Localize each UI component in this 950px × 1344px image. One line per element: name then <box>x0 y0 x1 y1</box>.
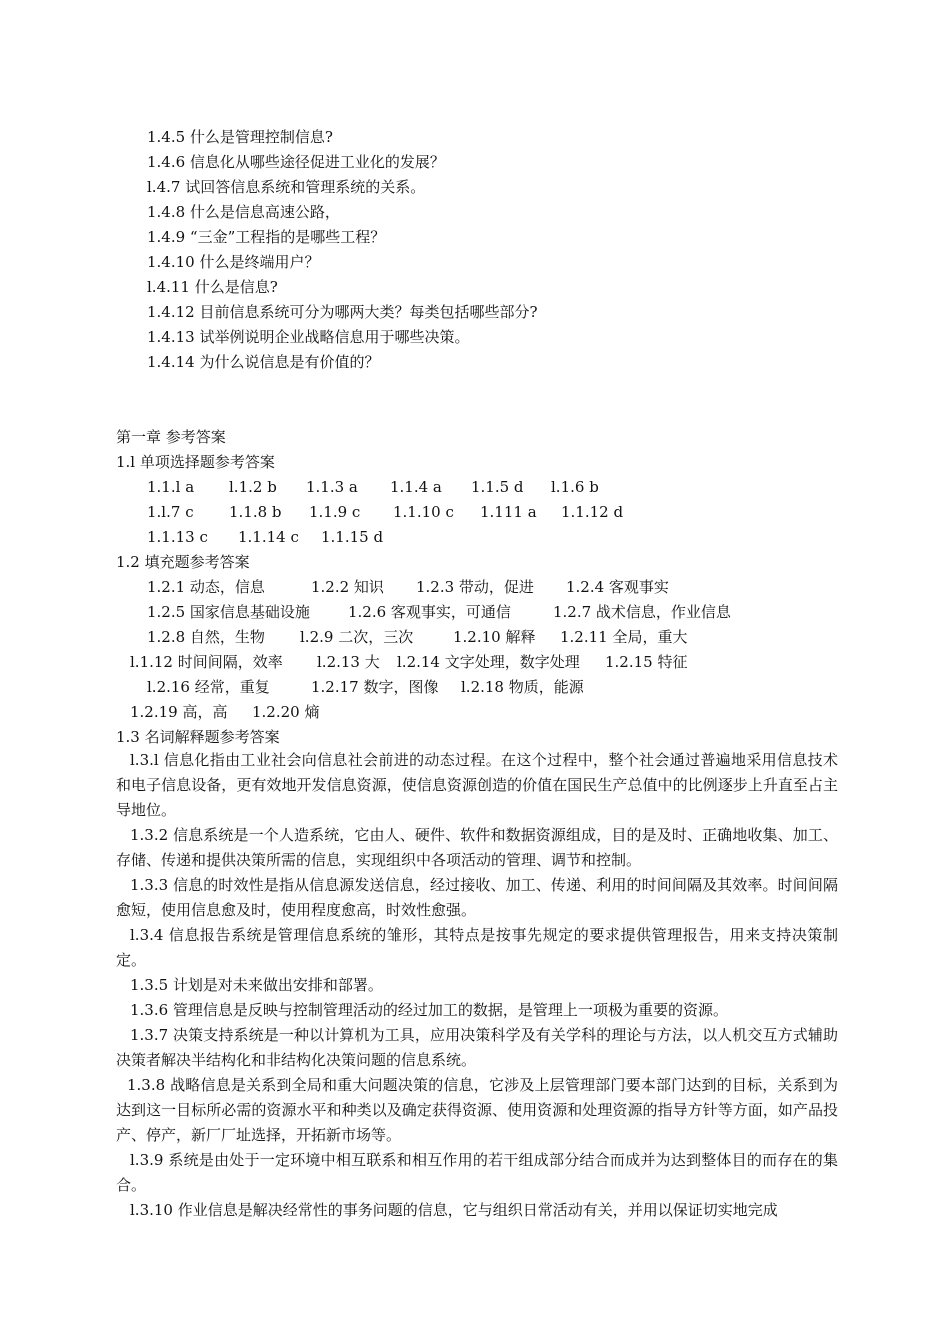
question-item: l.4.11 什么是信息? <box>147 278 278 296</box>
choice-answer: 1.1.14 c <box>238 528 299 546</box>
definition-paragraph: l.3.9 系统是由处于一定环境中相互联系和相互作用的若干组成部分结合而成并为达到整体目的而存在的集合。 <box>116 1151 838 1194</box>
definition-paragraph: l.3.l 信息化指由工业社会向信息社会前进的动态过程。在这个过程中，整个社会通过普遍地采用信息技术和电子信息设备，更有效地开发信息资源，使信息资源创造的价值在国民生产总值中的比例逐步上升直至占主导地位。 <box>116 751 838 819</box>
definition-paragraph: l.3.10 作业信息是解决经常性的事务问题的信息，它与组织日常活动有关，并用以保证切实地完成 <box>130 1201 778 1219</box>
definition-paragraph: l.3.4 信息报告系统是管理信息系统的雏形，其特点是按事先规定的要求提供管理报告，用来支持决策制定。 <box>116 926 838 969</box>
fill-answer: 1.2.6 客观事实，可通信 <box>348 603 511 621</box>
definition-paragraph: 1.3.6 管理信息是反映与控制管理活动的经过加工的数据，是管理上一项极为重要的资源。 <box>130 1001 728 1019</box>
choice-answer: 1.1.9 c <box>309 503 361 521</box>
choice-answer: l.1.6 b <box>551 478 599 496</box>
question-item: 1.4.14 为什么说信息是有价值的？ <box>147 353 380 371</box>
chapter-title: 第一章 参考答案 <box>116 428 226 446</box>
choice-answer: 1.1.12 d <box>561 503 624 521</box>
choice-answer: 1.1.13 c <box>147 528 208 546</box>
choice-answer: 1.1.8 b <box>229 503 282 521</box>
section-title-1-2: 1.2 填充题参考答案 <box>116 553 250 571</box>
definition-paragraph: 1.3.8 战略信息是关系到全局和重大问题决策的信息，它涉及上层管理部门要本部门达到的目标，关系到为达到这一目标所必需的资源水平和种类以及确定获得资源、使用资源和处理资源的指导方针等方面，如产品投产、停产，新厂厂址选择，开拓新市场等。 <box>116 1076 838 1144</box>
definition-paragraph: 1.3.7 决策支持系统是一种以计算机为工具，应用决策科学及有关学科的理论与方法，以人机交互方式辅助决策者解决半结构化和非结构化决策问题的信息系统。 <box>116 1026 838 1069</box>
fill-answer: 1.2.5 国家信息基础设施 <box>147 603 310 621</box>
question-item: 1.4.5 什么是管理控制信息? <box>147 128 333 146</box>
choice-answer: 1.1.5 d <box>471 478 524 496</box>
fill-answer: l.1.12 时间间隔，效率 <box>130 653 283 671</box>
definition-paragraph: 1.3.5 计划是对未来做出安排和部署。 <box>130 976 383 994</box>
choice-answer: 1.1.15 d <box>321 528 384 546</box>
question-item: 1.4.6 信息化从哪些途径促进工业化的发展？ <box>147 153 445 171</box>
definition-paragraph: 1.3.3 信息的时效性是指从信息源发送信息，经过接收、加工、传递、利用的时间间隔及其效率。时间间隔愈短，使用信息愈及时，使用程度愈高，时效性愈强。 <box>116 876 838 919</box>
fill-answer: l.2.14 文字处理，数字处理 <box>397 653 580 671</box>
fill-answer: 1.2.8 自然，生物 <box>147 628 265 646</box>
question-item: 1.4.12 目前信息系统可分为哪两大类？每类包括哪些部分? <box>147 303 538 321</box>
fill-answer: l.2.13 大 <box>317 653 380 671</box>
fill-answer: 1.2.17 数字，图像 <box>311 678 439 696</box>
fill-answer: l.2.16 经常，重复 <box>147 678 270 696</box>
fill-answer: 1.2.10 解释 <box>453 628 536 646</box>
fill-answer: 1.2.7 战术信息，作业信息 <box>553 603 731 621</box>
definition-paragraph: 1.3.2 信息系统是一个人造系统，它由人、硬件、软件和数据资源组成，目的是及时、正确地收集、加工、存储、传递和提供决策所需的信息，实现组织中各项活动的管理、调节和控制。 <box>116 826 838 869</box>
fill-answer: 1.2.3 带动，促进 <box>416 578 534 596</box>
choice-answer: 1.l.7 c <box>147 503 194 521</box>
fill-answer: 1.2.4 客观事实 <box>566 578 669 596</box>
question-item: l.4.7 试回答信息系统和管理系统的关系。 <box>147 178 426 196</box>
fill-answer: 1.2.19 高，高 <box>130 703 228 721</box>
choice-answer: 1.1.l a <box>147 478 195 496</box>
fill-answer: 1.2.15 特征 <box>605 653 688 671</box>
section-title-1-3: 1.3 名词解释题参考答案 <box>116 728 280 746</box>
fill-answer: 1.2.2 知识 <box>311 578 384 596</box>
choice-answer: l.1.2 b <box>229 478 277 496</box>
choice-answer: 1.111 a <box>480 503 537 521</box>
choice-answer: 1.1.4 a <box>390 478 442 496</box>
fill-answer: 1.2.1 动态，信息 <box>147 578 265 596</box>
question-item: 1.4.10 什么是终端用户？ <box>147 253 320 271</box>
question-item: 1.4.8 什么是信息高速公路， <box>147 203 340 221</box>
question-item: 1.4.13 试举例说明企业战略信息用于哪些决策。 <box>147 328 470 346</box>
question-item: 1.4.9 “三金”工程指的是哪些工程？ <box>147 228 386 246</box>
fill-answer: l.2.9 二次，三次 <box>300 628 414 646</box>
section-title-1-1: 1.l 单项选择题参考答案 <box>116 453 275 471</box>
choice-answer: 1.1.3 a <box>306 478 358 496</box>
fill-answer: 1.2.20 熵 <box>252 703 320 721</box>
fill-answer: l.2.18 物质，能源 <box>461 678 584 696</box>
fill-answer: 1.2.11 全局，重大 <box>560 628 688 646</box>
choice-answer: 1.1.10 c <box>393 503 454 521</box>
